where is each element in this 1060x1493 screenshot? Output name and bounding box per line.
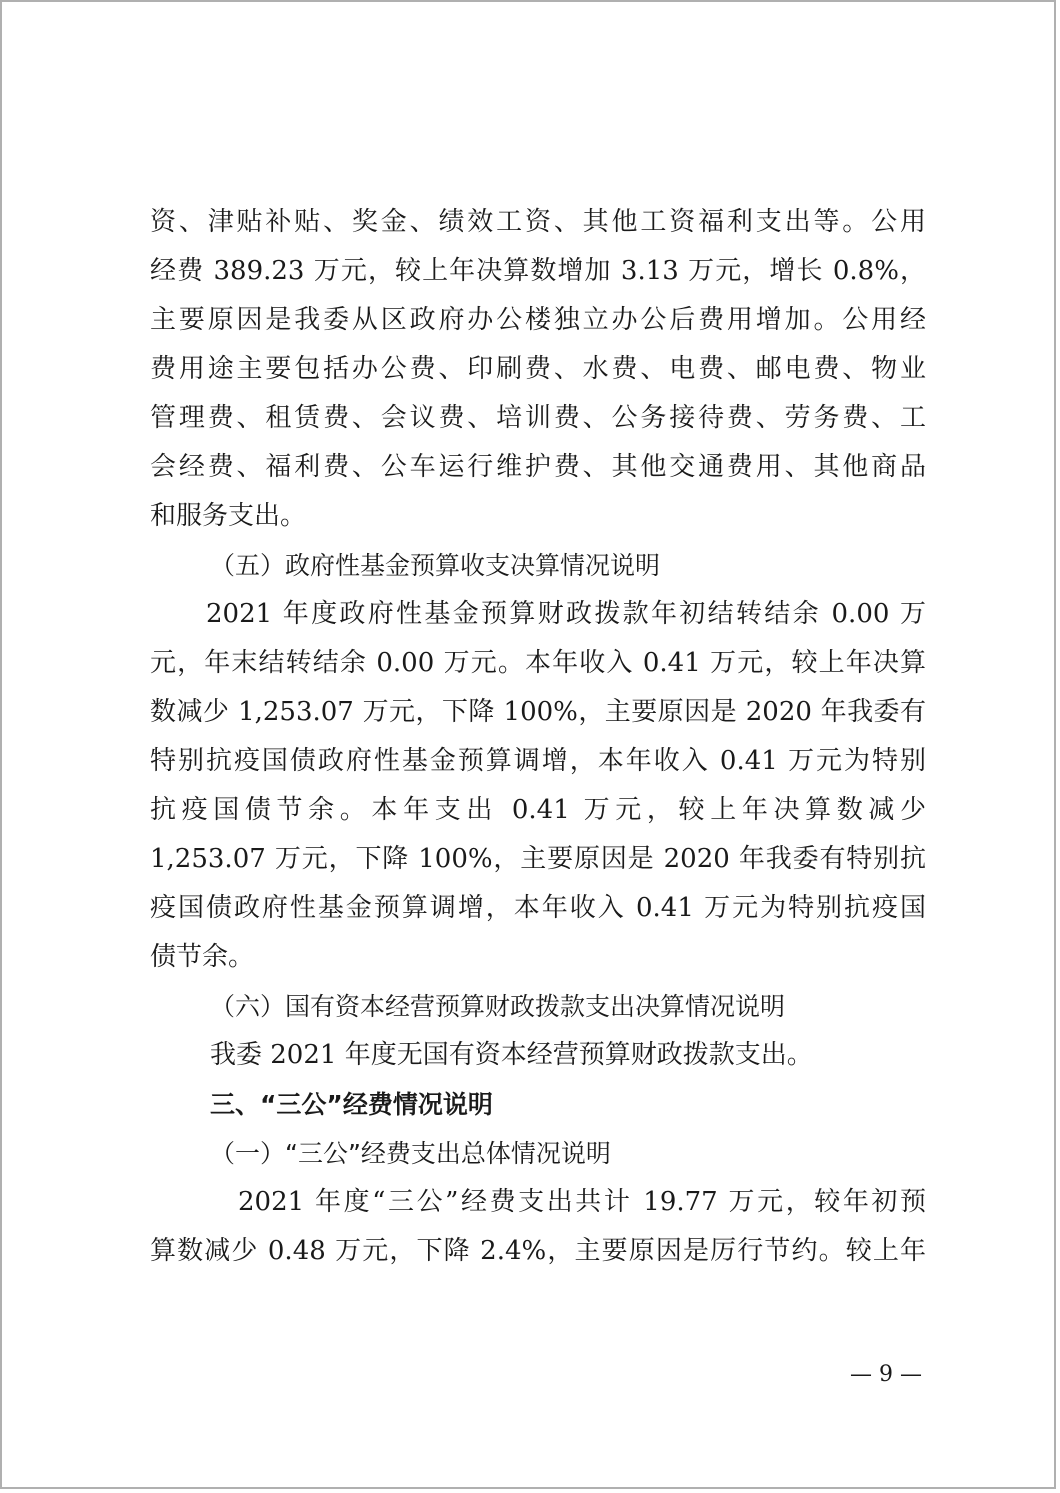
text-line: 算数减少 0.48 万元，下降 2.4%，主要原因是厉行节约。较上年 (150, 1236, 926, 1266)
text-line: 经费 389.23 万元，较上年决算数增加 3.13 万元，增长 0.8%， (150, 256, 926, 286)
text-line: 主要原因是我委从区政府办公楼独立办公后费用增加。公用经 (150, 305, 926, 335)
text-line: 2021 年度政府性基金预算财政拨款年初结转结余 0.00 万 (206, 599, 926, 629)
body-text (150, 198, 926, 1276)
text-line: 资、津贴补贴、奖金、绩效工资、其他工资福利支出等。公用 (150, 207, 926, 237)
text-line: 疫国债政府性基金预算调增，本年收入 0.41 万元为特别抗疫国 (150, 893, 926, 923)
text-line: 费用途主要包括办公费、印刷费、水费、电费、邮电费、物业 (150, 354, 926, 384)
text-line: 抗疫国债节余。本年支出 0.41 万元，较上年决算数减少 (150, 795, 926, 825)
text-line: 2021 年度“三公”经费支出共计 19.77 万元，较年初预 (238, 1187, 926, 1217)
text-line: 特别抗疫国债政府性基金预算调增，本年收入 0.41 万元为特别 (150, 746, 926, 776)
text-line: 债节余。 (150, 942, 255, 972)
section-heading-1: （一）“三公”经费支出总体情况说明 (210, 1139, 611, 1168)
text-line: 和服务支出。 (150, 501, 307, 531)
section-heading-6: （六）国有资本经营预算财政拨款支出决算情况说明 (210, 992, 786, 1021)
text-line: 数减少 1,253.07 万元，下降 100%，主要原因是 2020 年我委有 (150, 697, 926, 727)
text-line: 元，年末结转结余 0.00 万元。本年收入 0.41 万元，较上年决算 (150, 648, 926, 678)
page-number: — 9 — (850, 1362, 922, 1387)
chapter-heading-3: 三、“三公”经费情况说明 (210, 1090, 493, 1119)
text-line: 我委 2021 年度无国有资本经营预算财政拨款支出。 (210, 1040, 813, 1070)
text-line: 会经费、福利费、公车运行维护费、其他交通费用、其他商品 (150, 452, 926, 482)
section-heading-5: （五）政府性基金预算收支决算情况说明 (210, 551, 661, 580)
text-line: 管理费、租赁费、会议费、培训费、公务接待费、劳务费、工 (150, 403, 926, 433)
text-line: 1,253.07 万元，下降 100%，主要原因是 2020 年我委有特别抗 (150, 844, 926, 874)
